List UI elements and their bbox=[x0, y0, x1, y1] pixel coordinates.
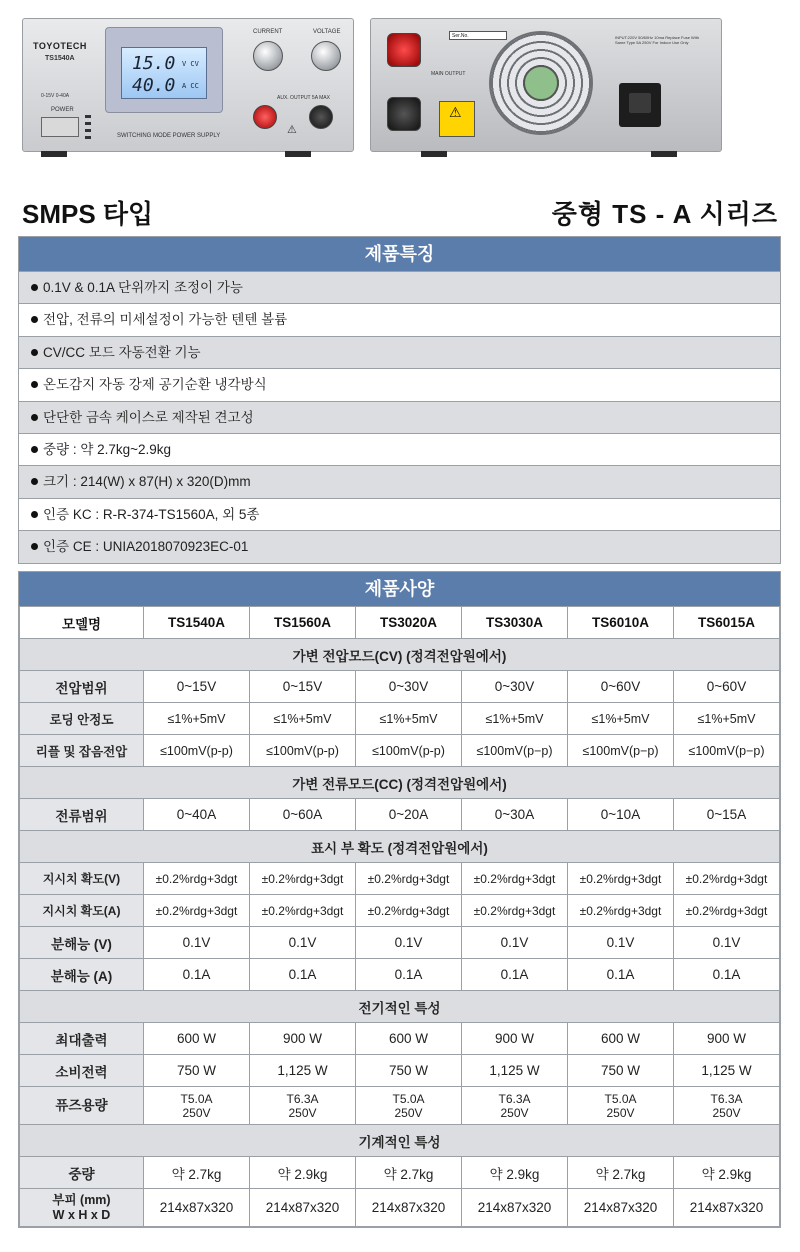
spec-value: 1,125 W bbox=[250, 1055, 356, 1087]
spec-row bbox=[20, 959, 780, 991]
specs-title: 제품사양 bbox=[19, 572, 780, 606]
spec-value: 0~40A bbox=[144, 799, 250, 831]
spec-label: 지시치 확도(V) bbox=[20, 863, 144, 895]
spec-value: 750 W bbox=[144, 1055, 250, 1087]
section-header: 가변 전류모드(CC) (정격전압원에서) bbox=[20, 767, 780, 799]
spec-value: ±0.2%rdg+3dgt bbox=[356, 895, 462, 927]
rear-info-text: INPUT:220V 50/60Hz 10ma Replace Fuse With Same Type 5A 250V For Indoor Use Only bbox=[615, 35, 700, 45]
rear-positive-terminal-icon bbox=[387, 33, 421, 67]
fuse-line: T6.3A bbox=[498, 1091, 531, 1106]
features-box bbox=[18, 236, 781, 564]
indicator-dots bbox=[85, 115, 91, 139]
spec-value: 750 W bbox=[568, 1055, 674, 1087]
spec-value: 0.1A bbox=[674, 959, 780, 991]
spec-value: 600 W bbox=[144, 1023, 250, 1055]
spec-value: ≤100mV(p−p) bbox=[674, 735, 780, 767]
spec-value bbox=[674, 1087, 780, 1125]
model-cell: TS3030A bbox=[462, 607, 568, 639]
spec-value: ±0.2%rdg+3dgt bbox=[568, 895, 674, 927]
rear-panel-photo bbox=[370, 18, 722, 152]
bullet-icon bbox=[31, 478, 38, 485]
spec-row bbox=[20, 799, 780, 831]
section-row bbox=[20, 831, 780, 863]
lcd-voltage-unit: V CV bbox=[182, 60, 199, 68]
spec-label: 분해능 (V) bbox=[20, 927, 144, 959]
spec-row bbox=[20, 1055, 780, 1087]
spec-value: 1,125 W bbox=[462, 1055, 568, 1087]
spec-value: ±0.2%rdg+3dgt bbox=[674, 863, 780, 895]
bullet-icon bbox=[31, 349, 38, 356]
bullet-icon bbox=[31, 511, 38, 518]
spec-value: 0.1A bbox=[250, 959, 356, 991]
aux-output-label: AUX. OUTPUT 5A MAX bbox=[277, 95, 330, 101]
fuse-line: T6.3A bbox=[286, 1091, 319, 1106]
foot bbox=[421, 151, 447, 157]
fan-hub-icon bbox=[523, 65, 559, 101]
feature-item bbox=[19, 401, 780, 433]
spec-value: 0~20A bbox=[356, 799, 462, 831]
dimension-label-line: W x H x D bbox=[52, 1207, 111, 1222]
lcd-voltage: 15.0 bbox=[132, 53, 176, 74]
spec-label: 리플 및 잡음전압 bbox=[20, 735, 144, 767]
feature-text: 전압, 전류의 미세설정이 가능한 텐텐 볼륨 bbox=[43, 312, 288, 328]
fuse-line: T5.0A bbox=[604, 1091, 637, 1106]
fuse-line: T6.3A bbox=[710, 1091, 743, 1106]
spec-value bbox=[568, 1087, 674, 1125]
positive-terminal-icon bbox=[253, 105, 277, 129]
model-row bbox=[20, 607, 780, 639]
section-row bbox=[20, 991, 780, 1023]
feature-item bbox=[19, 303, 780, 335]
spec-value: 약 2.9kg bbox=[674, 1157, 780, 1189]
dimension-label-line: 부피 (mm) bbox=[52, 1192, 111, 1207]
feature-text: 0.1V & 0.1A 단위까지 조정이 가능 bbox=[43, 280, 243, 295]
spec-value: ≤100mV(p-p) bbox=[356, 735, 462, 767]
feature-list bbox=[19, 271, 780, 563]
spec-value: ≤100mV(p-p) bbox=[250, 735, 356, 767]
spec-value: 750 W bbox=[356, 1055, 462, 1087]
spec-value: 0~15V bbox=[144, 671, 250, 703]
section-header: 기계적인 특성 bbox=[20, 1125, 780, 1157]
lcd-current: 40.0 bbox=[132, 75, 176, 96]
bullet-icon bbox=[31, 543, 38, 550]
spec-label: 최대출력 bbox=[20, 1023, 144, 1055]
spec-row bbox=[20, 735, 780, 767]
spec-value: 214x87x320 bbox=[356, 1189, 462, 1227]
spec-value: 600 W bbox=[568, 1023, 674, 1055]
warning-icon: ⚠ bbox=[287, 124, 297, 136]
spec-value: ±0.2%rdg+3dgt bbox=[462, 863, 568, 895]
spec-row bbox=[20, 1023, 780, 1055]
product-photos bbox=[22, 18, 782, 158]
features-title: 제품특징 bbox=[19, 237, 780, 271]
spec-row bbox=[20, 895, 780, 927]
spec-value: ≤1%+5mV bbox=[462, 703, 568, 735]
spec-row bbox=[20, 927, 780, 959]
fuse-line: 250V bbox=[712, 1105, 741, 1120]
fuse-line: 250V bbox=[182, 1105, 211, 1120]
spec-value: 약 2.9kg bbox=[250, 1157, 356, 1189]
spec-value: 600 W bbox=[356, 1023, 462, 1055]
spec-value: 900 W bbox=[250, 1023, 356, 1055]
feature-item bbox=[19, 465, 780, 497]
bullet-icon bbox=[31, 284, 38, 291]
spec-value: 0.1A bbox=[356, 959, 462, 991]
spec-value: 0~30V bbox=[462, 671, 568, 703]
spec-value: 0.1V bbox=[674, 927, 780, 959]
fuse-line: 250V bbox=[288, 1105, 317, 1120]
spec-value bbox=[356, 1087, 462, 1125]
spec-value: 214x87x320 bbox=[250, 1189, 356, 1227]
spec-value: ±0.2%rdg+3dgt bbox=[674, 895, 780, 927]
spec-value: ±0.2%rdg+3dgt bbox=[568, 863, 674, 895]
spec-value: ≤100mV(p−p) bbox=[462, 735, 568, 767]
spec-value: 0.1V bbox=[250, 927, 356, 959]
spec-value: 약 2.7kg bbox=[356, 1157, 462, 1189]
heading-series: 중형 TS - A 시리즈 bbox=[551, 199, 778, 229]
model-label-cell: 모델명 bbox=[20, 607, 144, 639]
spec-value: 약 2.7kg bbox=[568, 1157, 674, 1189]
current-knob-label: CURRENT bbox=[253, 29, 283, 35]
spec-value: 0.1V bbox=[356, 927, 462, 959]
spec-row bbox=[20, 863, 780, 895]
model-label: TS1540A bbox=[45, 55, 75, 62]
spec-value: 0.1A bbox=[144, 959, 250, 991]
power-switch bbox=[41, 117, 79, 137]
feature-item bbox=[19, 498, 780, 530]
spec-value: 900 W bbox=[674, 1023, 780, 1055]
spec-value bbox=[462, 1087, 568, 1125]
model-cell: TS3020A bbox=[356, 607, 462, 639]
spec-label: 분해능 (A) bbox=[20, 959, 144, 991]
power-socket-icon bbox=[619, 83, 661, 127]
model-cell: TS6010A bbox=[568, 607, 674, 639]
spec-label: 지시치 확도(A) bbox=[20, 895, 144, 927]
spec-value: 900 W bbox=[462, 1023, 568, 1055]
foot bbox=[285, 151, 311, 157]
feature-item bbox=[19, 433, 780, 465]
fuse-line: T5.0A bbox=[180, 1091, 213, 1106]
specs-box bbox=[18, 571, 781, 1228]
spec-value: ≤1%+5mV bbox=[674, 703, 780, 735]
foot bbox=[41, 151, 67, 157]
lcd-display bbox=[121, 47, 207, 99]
spec-value: ±0.2%rdg+3dgt bbox=[462, 895, 568, 927]
brand-label: TOYOTECH bbox=[33, 41, 87, 51]
spec-value: ≤1%+5mV bbox=[250, 703, 356, 735]
bullet-icon bbox=[31, 316, 38, 323]
spec-label bbox=[20, 1189, 144, 1227]
model-cell: TS1540A bbox=[144, 607, 250, 639]
spec-value: 214x87x320 bbox=[568, 1189, 674, 1227]
bullet-icon bbox=[31, 381, 38, 388]
lcd-current-unit: A CC bbox=[182, 82, 199, 90]
feature-text: 온도감지 자동 강제 공기순환 냉각방식 bbox=[43, 377, 267, 393]
section-header: 전기적인 특성 bbox=[20, 991, 780, 1023]
bullet-icon bbox=[31, 414, 38, 421]
bullet-icon bbox=[31, 446, 38, 453]
spec-table bbox=[19, 606, 780, 1227]
spec-value: 0.1V bbox=[462, 927, 568, 959]
spec-value: 0~30V bbox=[356, 671, 462, 703]
spec-label: 퓨즈용량 bbox=[20, 1087, 144, 1125]
feature-item bbox=[19, 530, 780, 562]
foot bbox=[651, 151, 677, 157]
warning-icon: ⚠ bbox=[449, 104, 462, 120]
spec-value: 약 2.9kg bbox=[462, 1157, 568, 1189]
spec-row bbox=[20, 703, 780, 735]
spec-value: ±0.2%rdg+3dgt bbox=[144, 895, 250, 927]
spec-label: 로딩 안정도 bbox=[20, 703, 144, 735]
spec-value: 214x87x320 bbox=[674, 1189, 780, 1227]
model-cell: TS1560A bbox=[250, 607, 356, 639]
feature-text: 단단한 금속 케이스로 제작된 견고성 bbox=[43, 409, 254, 425]
feature-item bbox=[19, 271, 780, 303]
warning-sticker bbox=[439, 101, 475, 137]
spec-value: 0.1V bbox=[568, 927, 674, 959]
fuse-line: T5.0A bbox=[392, 1091, 425, 1106]
fuse-line: 250V bbox=[500, 1105, 529, 1120]
spec-value: ±0.2%rdg+3dgt bbox=[250, 895, 356, 927]
spec-value: 0~10A bbox=[568, 799, 674, 831]
spec-value: 0~60V bbox=[674, 671, 780, 703]
negative-terminal-icon bbox=[309, 105, 333, 129]
spec-row bbox=[20, 1189, 780, 1227]
feature-item bbox=[19, 368, 780, 400]
voltage-knob-label: VOLTAGE bbox=[313, 29, 341, 35]
spec-label: 전류범위 bbox=[20, 799, 144, 831]
current-knob-icon bbox=[253, 41, 283, 71]
spec-value: 0~30A bbox=[462, 799, 568, 831]
spec-value: 0.1V bbox=[144, 927, 250, 959]
range-label: 0-15V 0-40A bbox=[41, 93, 70, 99]
spec-label: 전압범위 bbox=[20, 671, 144, 703]
spec-value: ±0.2%rdg+3dgt bbox=[144, 863, 250, 895]
heading-type: SMPS 타입 bbox=[22, 199, 154, 229]
spec-row bbox=[20, 1087, 780, 1125]
spec-row bbox=[20, 671, 780, 703]
smps-label: SWITCHING MODE POWER SUPPLY bbox=[117, 133, 221, 139]
spec-value: ≤1%+5mV bbox=[356, 703, 462, 735]
feature-text: 인증 KC : R-R-374-TS1560A, 외 5종 bbox=[43, 506, 260, 522]
feature-text: 중량 : 약 2.7kg~2.9kg bbox=[43, 441, 172, 457]
main-output-label: MAIN OUTPUT bbox=[431, 71, 466, 77]
section-row bbox=[20, 639, 780, 671]
spec-value: ≤1%+5mV bbox=[568, 703, 674, 735]
spec-value: 0.1A bbox=[462, 959, 568, 991]
spec-value: 약 2.7kg bbox=[144, 1157, 250, 1189]
feature-item bbox=[19, 336, 780, 368]
spec-row bbox=[20, 1157, 780, 1189]
spec-label: 소비전력 bbox=[20, 1055, 144, 1087]
spec-value bbox=[144, 1087, 250, 1125]
feature-text: 인증 CE : UNIA2018070923EC-01 bbox=[43, 539, 249, 555]
feature-text: CV/CC 모드 자동전환 기능 bbox=[43, 344, 201, 360]
spec-value: 0~60V bbox=[568, 671, 674, 703]
spec-value bbox=[250, 1087, 356, 1125]
rear-negative-terminal-icon bbox=[387, 97, 421, 131]
spec-value: ≤100mV(p−p) bbox=[568, 735, 674, 767]
spec-value: 1,125 W bbox=[674, 1055, 780, 1087]
spec-value: 0~60A bbox=[250, 799, 356, 831]
spec-label: 중량 bbox=[20, 1157, 144, 1189]
spec-value: 0~15A bbox=[674, 799, 780, 831]
spec-value: 214x87x320 bbox=[462, 1189, 568, 1227]
spec-value: ±0.2%rdg+3dgt bbox=[250, 863, 356, 895]
spec-value: 0~15V bbox=[250, 671, 356, 703]
fuse-line: 250V bbox=[394, 1105, 423, 1120]
section-row bbox=[20, 767, 780, 799]
section-header: 가변 전압모드(CV) (정격전압원에서) bbox=[20, 639, 780, 671]
serial-number-plate: Ser.No. bbox=[449, 31, 507, 40]
feature-text: 크기 : 214(W) x 87(H) x 320(D)mm bbox=[43, 474, 251, 490]
spec-value: 0.1A bbox=[568, 959, 674, 991]
model-cell: TS6015A bbox=[674, 607, 780, 639]
section-header: 표시 부 확도 (정격전압원에서) bbox=[20, 831, 780, 863]
voltage-knob-icon bbox=[311, 41, 341, 71]
power-label: POWER bbox=[51, 107, 74, 113]
section-row bbox=[20, 1125, 780, 1157]
front-panel-photo bbox=[22, 18, 354, 152]
spec-value: 214x87x320 bbox=[144, 1189, 250, 1227]
fuse-line: 250V bbox=[606, 1105, 635, 1120]
spec-value: ±0.2%rdg+3dgt bbox=[356, 863, 462, 895]
spec-value: ≤1%+5mV bbox=[144, 703, 250, 735]
spec-value: ≤100mV(p-p) bbox=[144, 735, 250, 767]
